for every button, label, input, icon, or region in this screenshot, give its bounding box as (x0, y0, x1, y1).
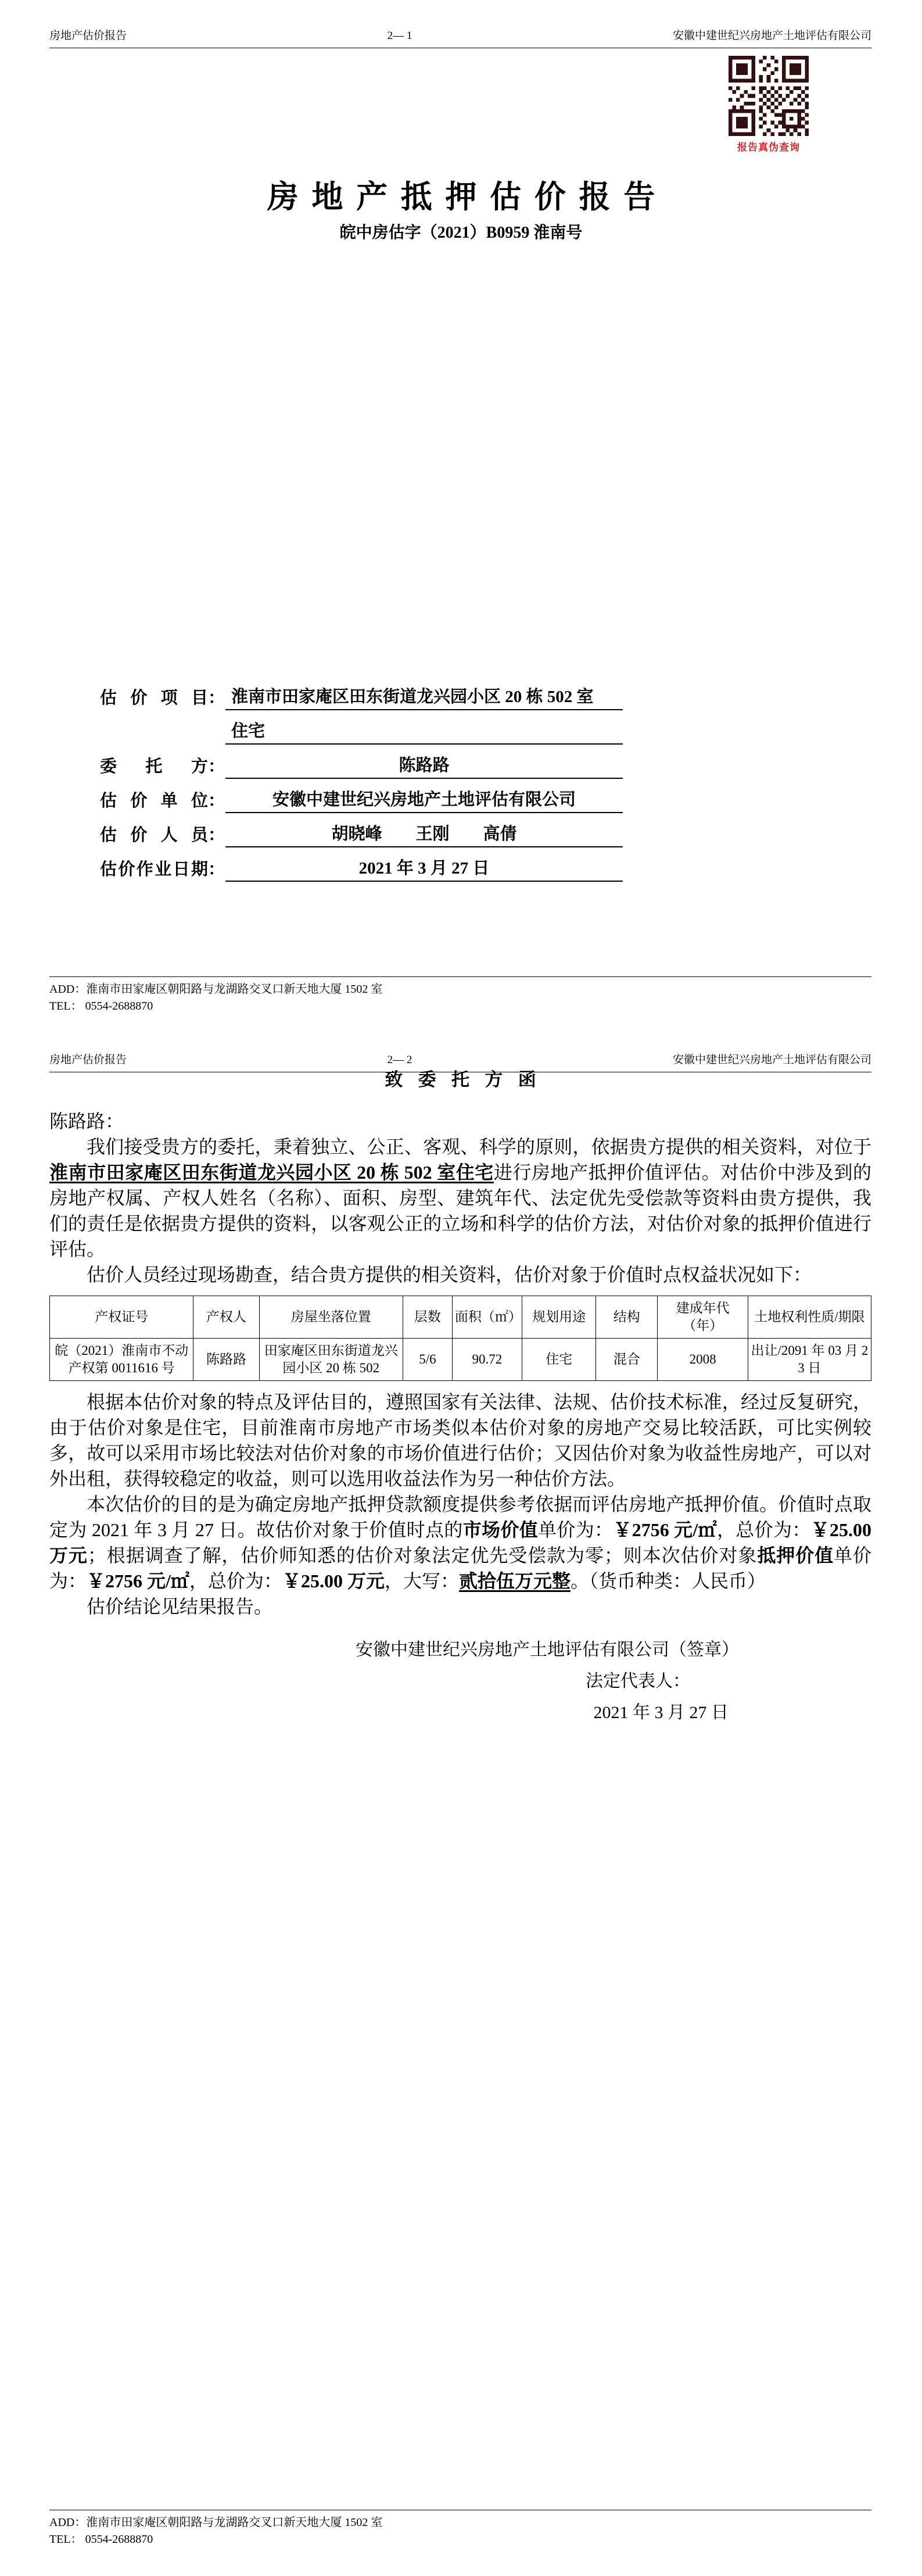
field-label: 估价作业日期 (100, 860, 208, 879)
market-value-label: 市场价值 (462, 1519, 539, 1540)
table-cell: 2008 (658, 1339, 748, 1381)
mortgage-total-price-value: ￥25.00 万元 (282, 1570, 385, 1591)
field-value-agency: 安徽中建世纪兴房地产土地评估有限公司 (225, 788, 623, 813)
paragraph-intro (49, 1134, 871, 1262)
header-doc-type: 房地产估价报告 (49, 1054, 127, 1066)
text-segment: 。（货币种类：人民币） (570, 1570, 766, 1591)
field-label: 委托方 (100, 757, 208, 776)
paragraph-methodology: 根据本估价对象的特点及评估目的，遵照国家有关法律、法规、估价技术标准，经过反复研究，由于估价对象是住宅，目前淮南市房地产市场类似本估价对象的房地产交易比较活跃，可比实例较多，故可以采用市场比较法对估价对象的市场价值进行估价；又因估价对象为收益性房地产，可以对外出租，获得较稳定的收益，则可以选用收益法作为另一种估价方法。 (49, 1391, 871, 1489)
property-rights-table (49, 1296, 871, 1381)
field-value-date: 2021 年 3 月 27 日 (225, 856, 623, 882)
header-company-name: 安徽中建世纪兴房地产土地评估有限公司 (672, 30, 871, 42)
field-colon: ： (208, 689, 225, 707)
table-cell: 混合 (596, 1339, 658, 1381)
text-segment: ，总价为： (716, 1519, 811, 1540)
field-staff (100, 822, 623, 847)
field-client (100, 753, 623, 779)
table-header-cell: 结构 (596, 1296, 658, 1339)
table-header-cell: 规划用途 (522, 1296, 596, 1339)
field-colon: ： (208, 757, 225, 776)
field-agency (100, 788, 623, 813)
qr-verification-block (729, 56, 809, 153)
text-segment: ，总价为： (189, 1570, 282, 1591)
mortgage-value-label: 抵押价值 (757, 1545, 834, 1566)
report-title: 房地产抵押估价报告 (267, 180, 668, 215)
unit-price-value: ￥2756 元/㎡ (613, 1519, 717, 1540)
qr-code-icon (729, 56, 809, 136)
header-doc-type: 房地产估价报告 (49, 30, 127, 42)
header-company-name: 安徽中建世纪兴房地产土地评估有限公司 (672, 1054, 871, 1066)
table-row (50, 1339, 871, 1381)
table-cell: 陈路路 (193, 1339, 259, 1381)
table-cell: 出让/2091 年 03 月 23 日 (748, 1339, 871, 1381)
header-page-number: 2— 1 (387, 30, 412, 42)
total-price-value: ￥25.00 万元 (49, 1519, 871, 1566)
table-header-cell: 产权人 (193, 1296, 259, 1339)
field-label: 估价人员 (100, 826, 208, 845)
table-header-cell: 产权证号 (50, 1296, 193, 1339)
field-colon: ： (208, 826, 225, 845)
paragraph-conclusion: 估价结论见结果报告。 (87, 1596, 273, 1617)
page-footer (49, 976, 871, 1015)
footer-address: ADD：淮南市田家庵区朝阳路与龙湖路交叉口新天地大厦 1502 室 (49, 983, 383, 996)
table-header-cell: 面积（㎡） (452, 1296, 522, 1339)
report-cover-page (0, 0, 922, 1024)
field-value-staff: 胡晓峰 王刚 高倩 (225, 822, 623, 847)
text-segment: 单价为： (538, 1519, 614, 1540)
table-header-row (50, 1296, 871, 1339)
field-label: 估价单位 (100, 792, 208, 810)
cover-fields (100, 685, 623, 890)
text-segment: 本次估价的目的是为确定房地产抵押贷款额度提供参考依据而评估房地产抵押价值。价值时点取定为 2021 年 3 月 27 日。故估价对象于价值时点的 (49, 1494, 871, 1540)
salutation: 陈路路： (49, 1111, 124, 1132)
signature-legal-representative: 法定代表人： (586, 1672, 690, 1691)
paragraph-survey: 估价人员经过现场勘查，结合贵方提供的相关资料，估价对象于价值时点权益状况如下： (87, 1264, 812, 1285)
field-value-project-2: 住宅 (225, 719, 623, 745)
table-header-cell: 建成年代（年） (658, 1296, 748, 1339)
field-project-line2 (100, 719, 623, 745)
letter-page (0, 1024, 922, 2576)
subject-property-text: 淮南市田家庵区田东街道龙兴园小区 20 栋 502 室住宅 (49, 1162, 494, 1183)
table-cell: 90.72 (452, 1339, 522, 1381)
field-project (100, 685, 623, 710)
table-header-cell: 房屋坐落位置 (259, 1296, 403, 1339)
letter-title: 致委托方函 (385, 1069, 552, 1090)
table-header-cell: 土地权利性质/期限 (748, 1296, 871, 1339)
footer-address: ADD：淮南市田家庵区朝阳路与龙湖路交叉口新天地大厦 1502 室 (49, 2516, 383, 2529)
text-segment: ；根据调查了解，估价师知悉的估价对象法定优先受偿款为零；则本次估价对象 (87, 1545, 758, 1566)
page-footer (49, 2510, 871, 2548)
field-label: 估价项目 (100, 689, 208, 707)
table-cell: 住宅 (522, 1339, 596, 1381)
text-segment: 进行房地产抵押价值评估。对估价中涉及到的房地产权属、产权人姓名（名称）、面积、房型、建筑年代、法定优先受偿款等资料由贵方提供，我们的责任是依据贵方提供的资料，以客观公正的立场和科学的估价方法，对估价对象的抵押价值进行评估。 (49, 1162, 871, 1260)
qr-caption: 报告真伪查询 (737, 142, 800, 153)
table-cell: 田家庵区田东街道龙兴园小区 20 栋 502 (259, 1339, 403, 1381)
table-cell: 5/6 (403, 1339, 452, 1381)
mortgage-unit-price-value: ￥2756 元/㎡ (87, 1570, 189, 1591)
report-document-number: 皖中房估字（2021）B0959 淮南号 (339, 224, 583, 242)
signature-block (49, 1634, 871, 1729)
header-page-number: 2— 2 (387, 1054, 412, 1066)
field-colon: ： (208, 860, 225, 879)
table-cell: 皖（2021）淮南市不动产权第 0011616 号 (50, 1339, 193, 1381)
text-segment: ，大写： (384, 1570, 459, 1591)
field-colon: ： (208, 792, 225, 810)
paragraph-valuation-result (49, 1491, 871, 1594)
signature-company: 安徽中建世纪兴房地产土地评估有限公司（签章） (356, 1640, 739, 1659)
field-value-project: 淮南市田家庵区田东街道龙兴园小区 20 栋 502 室 (225, 685, 623, 710)
page-header (49, 27, 871, 48)
amount-in-words: 贰拾伍万元整 (458, 1570, 571, 1591)
field-date (100, 856, 623, 882)
signature-date: 2021 年 3 月 27 日 (593, 1703, 729, 1722)
letter-content (49, 1065, 871, 1729)
field-value-client: 陈路路 (225, 753, 623, 779)
table-header-cell: 层数 (403, 1296, 452, 1339)
text-segment: 我们接受贵方的委托，秉着独立、公正、客观、科学的原则，依据贵方提供的相关资料，对位于 (87, 1136, 871, 1157)
footer-phone: TEL： 0554-2688870 (49, 1000, 153, 1012)
footer-phone: TEL： 0554-2688870 (49, 2533, 153, 2546)
text-segment: 单价为： (49, 1545, 871, 1591)
